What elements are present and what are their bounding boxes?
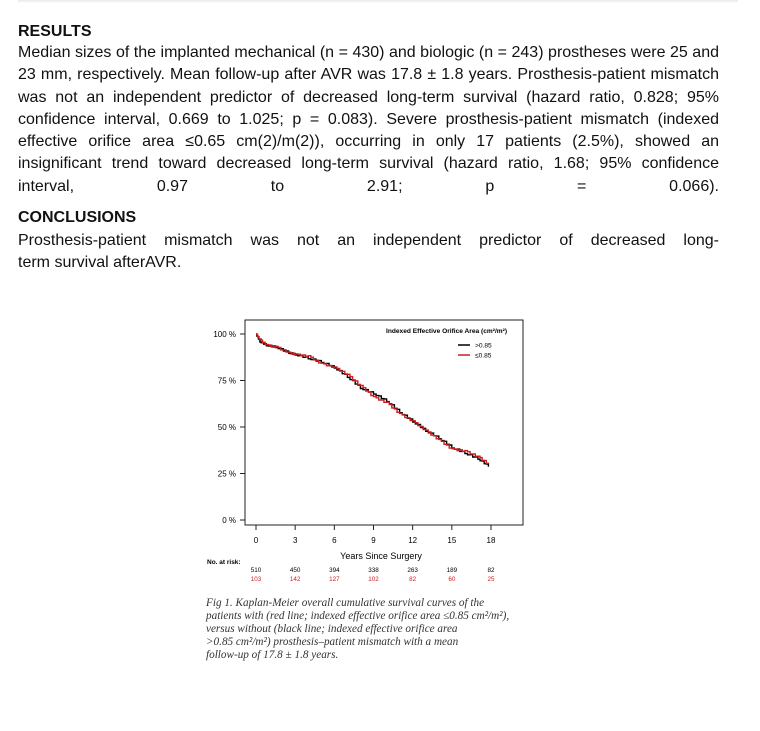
results-heading: RESULTS — [18, 23, 92, 40]
legend-title: Indexed Effective Orifice Area (cm²/m²) — [386, 328, 508, 335]
at-risk-value-black: 82 — [487, 567, 495, 574]
at-risk-value-red: 82 — [409, 576, 417, 583]
caption-line-4: >0.85 cm²/m²) prosthesis–patient mismatch with a mean — [206, 636, 459, 648]
x-tick-label: 0 — [253, 536, 259, 545]
kaplan-meier-chart — [200, 320, 530, 583]
y-tick-label: 50 % — [217, 423, 236, 432]
x-tick-label: 18 — [486, 536, 496, 545]
at-risk-value-red: 103 — [250, 576, 262, 583]
caption-line-3: versus without (black line; indexed effective orifice area — [206, 623, 458, 635]
at-risk-value-red: 142 — [289, 576, 301, 583]
x-tick-label: 15 — [447, 536, 457, 545]
at-risk-value-red: 60 — [448, 576, 456, 583]
at-risk-value-black: 189 — [446, 567, 458, 574]
at-risk-value-black: 450 — [289, 567, 301, 574]
at-risk-value-black: 263 — [407, 567, 418, 574]
y-tick-label: 75 % — [217, 376, 236, 386]
at-risk-value-red: 102 — [368, 576, 379, 583]
top-divider — [18, 0, 738, 3]
results-paragraph — [18, 42, 719, 198]
caption-line-2: patients with (red line; indexed effective orifice area ≤0.85 cm²/m²), — [206, 610, 510, 622]
at-risk-value-black: 394 — [329, 567, 340, 574]
at-risk-value-red: 25 — [487, 576, 495, 583]
legend-label-black: >0.85 — [475, 342, 492, 350]
at-risk-value-black: 338 — [368, 567, 379, 574]
y-tick-label: 25 % — [217, 469, 236, 479]
at-risk-value-black: 510 — [250, 567, 262, 574]
legend-label-red: ≤0.85 — [475, 352, 492, 360]
y-tick-label: 0 % — [222, 516, 236, 525]
x-axis-label: Years Since Surgery — [340, 551, 422, 561]
x-tick-label: 3 — [292, 536, 298, 545]
at-risk-value-red: 127 — [329, 576, 340, 583]
results-text: Median sizes of the implanted mechanical (n = 430) and biologic (n = 243) prostheses were 25 and 23 mm, respectively. Mean follow-up after AVR was 17.8 ± 1.8 years. Prosthesis-patient mismatch was not an independent predictor of decreased long-term survival (hazard ratio, 0.828; 95% confidence interval, 0.669 to 1.025; p = 0.083). Severe prosthesis-patient mismatch (indexed effective orifice area ≤0.65 cm(2)/m(2)), occurring in only 17 patients (2.5%), showed an insignificant trend toward decreased long-term survival (hazard ratio, 1.68; 95% confidence interval, 0.97 to 2.91; p = 0.066). — [18, 44, 719, 195]
at-risk-label: No. at risk: — [207, 559, 241, 566]
conclusions-line-1: Prosthesis-patient mismatch was not an independent predictor of decreased long- — [18, 232, 719, 249]
caption-line-1: Fig 1. Kaplan-Meier overall cumulative survival curves of the — [206, 597, 485, 609]
conclusions-line-2: term survival afterAVR. — [18, 254, 182, 272]
x-tick-label: 12 — [408, 536, 418, 545]
y-axis — [213, 330, 245, 525]
caption-line-5: follow-up of 17.8 ± 1.8 years. — [206, 649, 339, 661]
conclusions-heading: CONCLUSIONS — [18, 209, 137, 226]
figure-caption — [206, 597, 536, 662]
conclusions-paragraph — [18, 230, 719, 275]
y-tick-label: 100 % — [213, 330, 236, 339]
x-tick-label: 6 — [332, 536, 337, 545]
x-tick-label: 9 — [371, 536, 376, 545]
